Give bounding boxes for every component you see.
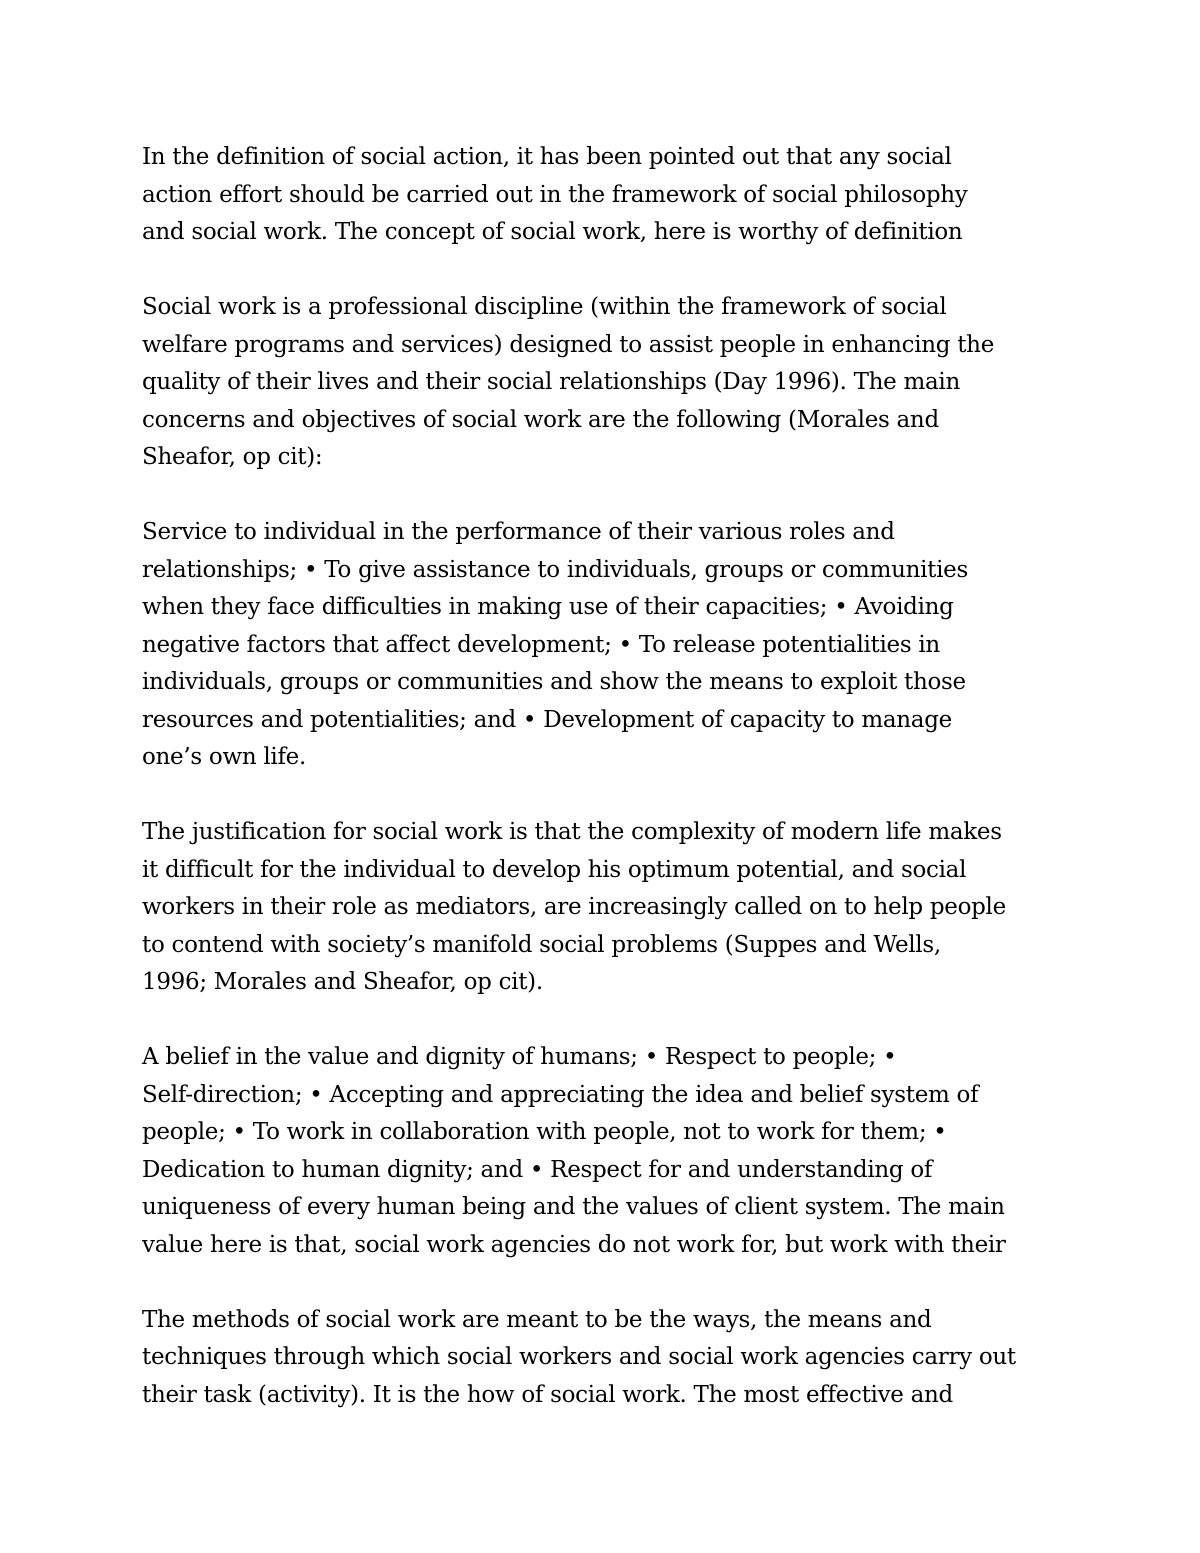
document-body <box>142 139 1102 1452</box>
text-line: one’s own life. <box>142 744 307 770</box>
text-line: it difficult for the individual to develop his optimum potential, and social <box>142 856 967 883</box>
text-line: A belief in the value and dignity of humans; • Respect to people; • <box>142 1044 897 1070</box>
text-line: Social work is a professional discipline (within the framework of social <box>142 294 947 320</box>
text-line: welfare programs and services) designed to assist people in enhancing the <box>142 331 994 358</box>
text-line: action effort should be carried out in the framework of social philosophy <box>142 181 968 208</box>
text-line: 1996; Morales and Sheafor, op cit). <box>142 969 543 995</box>
paragraph-objectives-list <box>142 514 1102 777</box>
text-line: people; • To work in collaboration with people, not to work for them; • <box>142 1119 947 1145</box>
paragraph-values-list <box>142 1039 1102 1264</box>
text-line: concerns and objectives of social work are the following (Morales and <box>142 406 939 433</box>
text-line: when they face difficulties in making use of their capacities; • Avoiding <box>142 594 954 620</box>
paragraph-justification <box>142 814 1102 1002</box>
text-line: to contend with society’s manifold social problems (Suppes and Wells, <box>142 931 941 958</box>
text-line: resources and potentialities; and • Development of capacity to manage <box>142 706 952 733</box>
text-line: individuals, groups or communities and show the means to exploit those <box>142 669 966 695</box>
text-line: value here is that, social work agencies do not work for, but work with their <box>142 1231 1006 1258</box>
text-line: relationships; • To give assistance to individuals, groups or communities <box>142 556 968 583</box>
paragraph-methods <box>142 1302 1102 1415</box>
text-line: negative factors that affect development; • To release potentialities in <box>142 631 940 658</box>
text-line: The methods of social work are meant to be the ways, the means and <box>142 1306 932 1333</box>
text-line: Service to individual in the performance of their various roles and <box>142 519 895 545</box>
text-line: Sheafor, op cit): <box>142 444 323 470</box>
text-line: techniques through which social workers and social work agencies carry out <box>142 1344 1016 1370</box>
text-line: Self-direction; • Accepting and appreciating the idea and belief system of <box>142 1081 979 1108</box>
text-line: workers in their role as mediators, are increasingly called on to help people <box>142 894 1006 920</box>
text-line: uniqueness of every human being and the values of client system. The main <box>142 1194 1005 1220</box>
text-line: The justification for social work is that the complexity of modern life makes <box>142 819 1002 845</box>
paragraph-social-action-definition <box>142 139 1102 252</box>
text-line: In the definition of social action, it has been pointed out that any social <box>142 144 952 170</box>
paragraph-social-work-definition <box>142 289 1102 477</box>
text-line: their task (activity). It is the how of social work. The most effective and <box>142 1381 953 1408</box>
text-line: Dedication to human dignity; and • Respect for and understanding of <box>142 1156 933 1183</box>
text-line: quality of their lives and their social relationships (Day 1996). The main <box>142 369 960 395</box>
text-line: and social work. The concept of social work, here is worthy of definition <box>142 219 963 245</box>
